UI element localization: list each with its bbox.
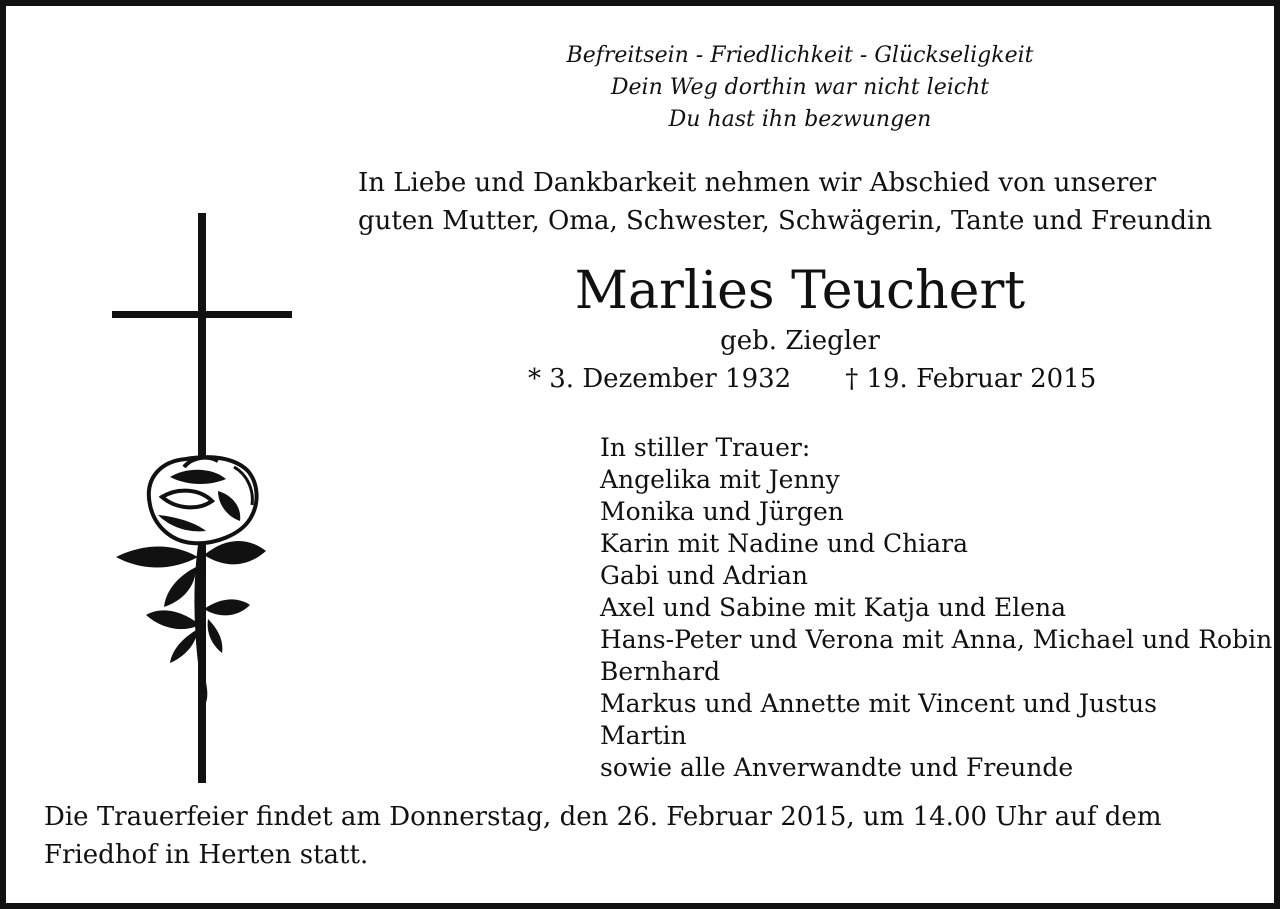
birth-date: * 3. Dezember 1932 (528, 364, 792, 394)
cross-with-rose-icon (100, 205, 310, 790)
ceremony-line-2: Friedhof in Herten statt. (44, 840, 369, 870)
motto-line-3: Du hast ihn bezwungen (668, 107, 932, 132)
ceremony-line-1: Die Trauerfeier findet am Donnerstag, den 26. Februar 2015, um 14.00 Uhr auf dem (44, 802, 1162, 832)
intro-line-1: In Liebe und Dankbarkeit nehmen wir Abschied von unserer (358, 168, 1157, 198)
motto-line-2: Dein Weg dorthin war nicht leicht (610, 75, 990, 100)
mourner-entry: Angelika mit Jenny (600, 465, 840, 494)
life-dates (528, 360, 1096, 398)
intro-text (358, 164, 1212, 240)
mourners-heading: In stiller Trauer: (600, 433, 811, 462)
death-date: † 19. Februar 2015 (845, 364, 1097, 394)
mourner-entry: Monika und Jürgen (600, 497, 844, 526)
motto-line-1: Befreitsein - Friedlichkeit - Glückseligkeit (566, 43, 1034, 68)
mourner-entry: Bernhard (600, 657, 721, 686)
mourner-entry: Gabi und Adrian (600, 561, 808, 590)
mourner-entry: Martin (600, 721, 687, 750)
mourner-entry: Hans-Peter und Verona mit Anna, Michael und Robin (600, 625, 1273, 654)
deceased-name: Marlies Teuchert (574, 261, 1026, 321)
mourner-entry: sowie alle Anverwandte und Freunde (600, 753, 1074, 782)
intro-line-2: guten Mutter, Oma, Schwester, Schwägerin, Tante und Freundin (358, 206, 1213, 236)
mourner-entry: Karin mit Nadine und Chiara (600, 529, 969, 558)
motto (400, 40, 1200, 136)
ceremony-notice (44, 798, 1194, 874)
mourner-entry: Markus und Annette mit Vincent und Justus (600, 689, 1157, 718)
mourner-entry: Axel und Sabine mit Katja und Elena (600, 593, 1067, 622)
birth-name: geb. Ziegler (720, 326, 880, 356)
mourners-list (600, 432, 1272, 784)
